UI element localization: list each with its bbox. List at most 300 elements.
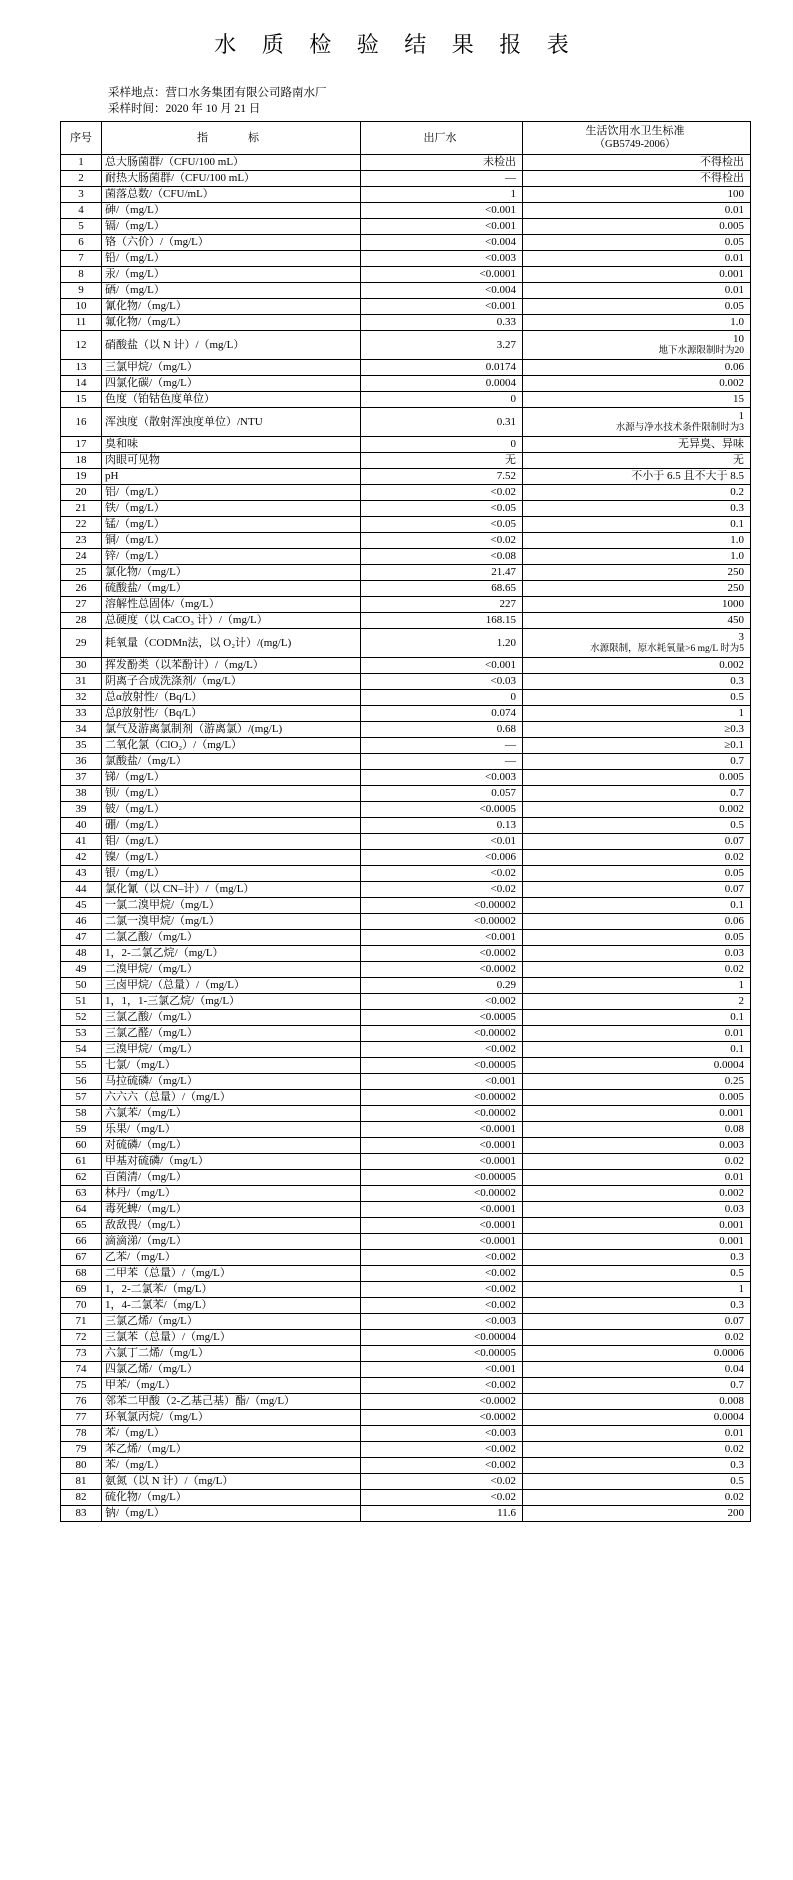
standard-value: 0.1 <box>730 899 744 911</box>
cell-standard <box>523 754 751 770</box>
cell-standard <box>523 786 751 802</box>
cell-value: 68.65 <box>361 581 523 597</box>
cell-item: 铜/（mg/L） <box>102 533 361 549</box>
cell-no: 3 <box>61 187 102 203</box>
table-row <box>61 469 751 485</box>
standard-value: 0.3 <box>730 675 744 687</box>
table-row <box>61 962 751 978</box>
standard-value: 0.005 <box>719 1091 744 1103</box>
table-row <box>61 930 751 946</box>
table-row <box>61 629 751 658</box>
cell-no: 6 <box>61 235 102 251</box>
cell-no: 75 <box>61 1378 102 1394</box>
standard-value: 250 <box>727 566 744 578</box>
cell-standard <box>523 171 751 187</box>
cell-value: <0.002 <box>361 1282 523 1298</box>
standard-value: 0.002 <box>719 1187 744 1199</box>
standard-note: 地下水源限制时为20 <box>658 346 744 356</box>
cell-no: 53 <box>61 1026 102 1042</box>
cell-no: 7 <box>61 251 102 267</box>
cell-item: pH <box>102 469 361 485</box>
cell-no: 20 <box>61 485 102 501</box>
standard-value: 0.03 <box>724 947 744 959</box>
table-row <box>61 882 751 898</box>
cell-value: <0.0001 <box>361 1202 523 1218</box>
cell-no: 8 <box>61 267 102 283</box>
table-row <box>61 315 751 331</box>
cell-item: 二氯一溴甲烷/（mg/L） <box>102 914 361 930</box>
cell-value: <0.002 <box>361 1298 523 1314</box>
cell-standard <box>523 930 751 946</box>
cell-no: 25 <box>61 565 102 581</box>
table-row <box>61 1010 751 1026</box>
table-row <box>61 818 751 834</box>
cell-standard <box>523 267 751 283</box>
cell-item: 1，1，1-三氯乙烷/（mg/L） <box>102 994 361 1010</box>
table-row <box>61 1458 751 1474</box>
standard-value: 无异臭、异味 <box>678 438 744 450</box>
cell-no: 74 <box>61 1362 102 1378</box>
table-row <box>61 690 751 706</box>
cell-value: <0.0001 <box>361 1234 523 1250</box>
table-row <box>61 549 751 565</box>
table-body <box>61 155 751 1522</box>
cell-standard <box>523 533 751 549</box>
table-row <box>61 1170 751 1186</box>
cell-value: <0.002 <box>361 1442 523 1458</box>
cell-item: 铍/（mg/L） <box>102 802 361 818</box>
cell-value: <0.001 <box>361 1362 523 1378</box>
table-row <box>61 674 751 690</box>
table-row <box>61 1362 751 1378</box>
cell-no: 55 <box>61 1058 102 1074</box>
table-row <box>61 898 751 914</box>
cell-item: 氯气及游离氯制剂（游离氯）/(mg/L) <box>102 722 361 738</box>
table-row <box>61 613 751 629</box>
standard-value: 0.3 <box>730 1299 744 1311</box>
table-row <box>61 360 751 376</box>
cell-standard <box>523 1474 751 1490</box>
cell-standard <box>523 485 751 501</box>
table-row <box>61 437 751 453</box>
table-row <box>61 1042 751 1058</box>
table-row <box>61 1090 751 1106</box>
cell-standard <box>523 1346 751 1362</box>
cell-no: 48 <box>61 946 102 962</box>
cell-no: 2 <box>61 171 102 187</box>
header-item: 指 标 <box>102 122 361 155</box>
cell-standard <box>523 1250 751 1266</box>
cell-standard <box>523 469 751 485</box>
table-row <box>61 1234 751 1250</box>
table-row <box>61 1106 751 1122</box>
sampling-location-label: 采样地点： <box>108 87 166 99</box>
cell-no: 36 <box>61 754 102 770</box>
cell-no: 54 <box>61 1042 102 1058</box>
cell-value: <0.002 <box>361 1042 523 1058</box>
cell-no: 13 <box>61 360 102 376</box>
cell-no: 46 <box>61 914 102 930</box>
cell-item: 环氧氯丙烷/（mg/L） <box>102 1410 361 1426</box>
sampling-location-value: 营口水务集团有限公司路南水厂 <box>165 87 327 99</box>
standard-value: 0.02 <box>724 851 744 863</box>
standard-value: 1.0 <box>730 550 744 562</box>
table-row <box>61 267 751 283</box>
standard-value: 0.002 <box>719 377 744 389</box>
cell-item: 总硬度（以 CaCO₃ 计）/（mg/L） <box>102 613 361 629</box>
cell-no: 59 <box>61 1122 102 1138</box>
standard-value: 0.06 <box>724 361 744 373</box>
cell-no: 19 <box>61 469 102 485</box>
cell-item: 四氯乙烯/（mg/L） <box>102 1362 361 1378</box>
cell-item: 滴滴涕/（mg/L） <box>102 1234 361 1250</box>
cell-standard <box>523 994 751 1010</box>
cell-value: <0.0001 <box>361 1154 523 1170</box>
table-row <box>61 1426 751 1442</box>
cell-no: 42 <box>61 850 102 866</box>
cell-no: 57 <box>61 1090 102 1106</box>
cell-standard <box>523 1010 751 1026</box>
cell-value: <0.003 <box>361 770 523 786</box>
cell-value: <0.006 <box>361 850 523 866</box>
cell-standard <box>523 834 751 850</box>
standard-value: 不得检出 <box>700 172 744 184</box>
table-row <box>61 994 751 1010</box>
cell-no: 12 <box>61 331 102 360</box>
standard-value: 0.05 <box>724 867 744 879</box>
cell-item: 银/（mg/L） <box>102 866 361 882</box>
cell-value: 168.15 <box>361 613 523 629</box>
cell-item: 菌落总数/（CFU/mL） <box>102 187 361 203</box>
cell-value: <0.001 <box>361 219 523 235</box>
cell-item: 钠/（mg/L） <box>102 1506 361 1522</box>
cell-item: 甲苯/（mg/L） <box>102 1378 361 1394</box>
cell-standard <box>523 1090 751 1106</box>
standard-value: 1 <box>738 979 744 991</box>
standard-value: 0.01 <box>724 284 744 296</box>
table-row <box>61 1026 751 1042</box>
cell-no: 61 <box>61 1154 102 1170</box>
cell-item: 三溴甲烷/（mg/L） <box>102 1042 361 1058</box>
cell-no: 9 <box>61 283 102 299</box>
standard-value: 10 <box>733 333 744 345</box>
cell-no: 49 <box>61 962 102 978</box>
standard-value: 0.01 <box>724 1027 744 1039</box>
cell-value: <0.003 <box>361 251 523 267</box>
standard-value: 0.3 <box>730 502 744 514</box>
cell-no: 43 <box>61 866 102 882</box>
standard-value: ≥0.3 <box>724 723 744 735</box>
standard-value: 1.0 <box>730 316 744 328</box>
table-row <box>61 1122 751 1138</box>
table-row <box>61 1346 751 1362</box>
standard-value: 0.1 <box>730 1011 744 1023</box>
table-row <box>61 581 751 597</box>
cell-no: 30 <box>61 658 102 674</box>
table-row <box>61 331 751 360</box>
cell-item: 氨氮（以 N 计）/（mg/L） <box>102 1474 361 1490</box>
cell-item: 耗氧量（CODMn法，以 O₂计）/(mg/L) <box>102 629 361 658</box>
cell-item: 砷/（mg/L） <box>102 203 361 219</box>
cell-item: 总α放射性/（Bq/L） <box>102 690 361 706</box>
cell-value: <0.0005 <box>361 802 523 818</box>
cell-item: 锌/（mg/L） <box>102 549 361 565</box>
standard-value: 0.0004 <box>713 1411 744 1423</box>
cell-no: 72 <box>61 1330 102 1346</box>
cell-no: 70 <box>61 1298 102 1314</box>
cell-item: 乙苯/（mg/L） <box>102 1250 361 1266</box>
cell-item: 林丹/（mg/L） <box>102 1186 361 1202</box>
table-row <box>61 1378 751 1394</box>
cell-item: 三氯苯（总量）/（mg/L） <box>102 1330 361 1346</box>
cell-value: 未检出 <box>361 155 523 171</box>
cell-value: 0.0004 <box>361 376 523 392</box>
cell-no: 50 <box>61 978 102 994</box>
standard-value: 1 <box>738 707 744 719</box>
cell-no: 82 <box>61 1490 102 1506</box>
table-row <box>61 517 751 533</box>
standard-note: 水源限制，原水耗氧量>6 mg/L 时为5 <box>590 644 744 654</box>
cell-standard <box>523 898 751 914</box>
cell-value: <0.03 <box>361 674 523 690</box>
cell-no: 31 <box>61 674 102 690</box>
standard-value: 0.7 <box>730 755 744 767</box>
cell-standard <box>523 437 751 453</box>
cell-value: <0.00004 <box>361 1330 523 1346</box>
table-row <box>61 501 751 517</box>
table-row <box>61 1250 751 1266</box>
cell-standard <box>523 360 751 376</box>
cell-value: <0.02 <box>361 882 523 898</box>
table-row <box>61 235 751 251</box>
standard-value: 0.5 <box>730 1267 744 1279</box>
table-row <box>61 1330 751 1346</box>
standard-value: 2 <box>738 995 744 1007</box>
standard-value: 0.003 <box>719 1139 744 1151</box>
cell-standard <box>523 1234 751 1250</box>
cell-standard <box>523 1282 751 1298</box>
cell-standard <box>523 155 751 171</box>
cell-standard <box>523 1378 751 1394</box>
cell-standard <box>523 453 751 469</box>
header-standard <box>523 122 751 155</box>
cell-item: 铬（六价）/（mg/L） <box>102 235 361 251</box>
cell-value: <0.0002 <box>361 962 523 978</box>
cell-value: 0.13 <box>361 818 523 834</box>
cell-item: 苯/（mg/L） <box>102 1458 361 1474</box>
cell-item: 硫酸盐/（mg/L） <box>102 581 361 597</box>
cell-no: 77 <box>61 1410 102 1426</box>
cell-standard <box>523 613 751 629</box>
table-row <box>61 219 751 235</box>
cell-no: 65 <box>61 1218 102 1234</box>
cell-item: 溶解性总固体/（mg/L） <box>102 597 361 613</box>
cell-standard <box>523 1138 751 1154</box>
cell-value: <0.001 <box>361 299 523 315</box>
cell-value: <0.02 <box>361 485 523 501</box>
cell-no: 15 <box>61 392 102 408</box>
cell-no: 32 <box>61 690 102 706</box>
cell-standard <box>523 1170 751 1186</box>
standard-value: 0.25 <box>724 1075 744 1087</box>
standard-value: 0.1 <box>730 518 744 530</box>
cell-no: 76 <box>61 1394 102 1410</box>
cell-item: 铅/（mg/L） <box>102 251 361 267</box>
cell-no: 44 <box>61 882 102 898</box>
table-row <box>61 283 751 299</box>
cell-value: <0.01 <box>361 834 523 850</box>
standard-value: 1000 <box>722 598 744 610</box>
cell-no: 18 <box>61 453 102 469</box>
cell-value: 0 <box>361 437 523 453</box>
table-row <box>61 946 751 962</box>
standard-value: 0.01 <box>724 204 744 216</box>
cell-standard <box>523 1298 751 1314</box>
cell-item: 阴离子合成洗涤剂/（mg/L） <box>102 674 361 690</box>
cell-standard <box>523 1154 751 1170</box>
standard-value: 0.3 <box>730 1251 744 1263</box>
standard-value: 0.001 <box>719 1219 744 1231</box>
cell-value: <0.004 <box>361 235 523 251</box>
cell-standard <box>523 1426 751 1442</box>
cell-no: 34 <box>61 722 102 738</box>
standard-value: 0.03 <box>724 1203 744 1215</box>
standard-value: 0.02 <box>724 963 744 975</box>
cell-no: 28 <box>61 613 102 629</box>
table-row <box>61 802 751 818</box>
cell-item: 三氯甲烷/（mg/L） <box>102 360 361 376</box>
table-row <box>61 866 751 882</box>
standard-value: 0.02 <box>724 1155 744 1167</box>
standard-value: 0.002 <box>719 803 744 815</box>
cell-no: 23 <box>61 533 102 549</box>
cell-no: 17 <box>61 437 102 453</box>
cell-item: 耐热大肠菌群/（CFU/100 mL） <box>102 171 361 187</box>
table-row <box>61 834 751 850</box>
table-row <box>61 978 751 994</box>
cell-no: 81 <box>61 1474 102 1490</box>
cell-standard <box>523 1442 751 1458</box>
cell-item: 苯/（mg/L） <box>102 1426 361 1442</box>
standard-value: 0.02 <box>724 1491 744 1503</box>
standard-value: 0.07 <box>724 883 744 895</box>
cell-item: 四氯化碳/（mg/L） <box>102 376 361 392</box>
standard-value: 0.001 <box>719 1107 744 1119</box>
cell-standard <box>523 376 751 392</box>
table-row <box>61 1074 751 1090</box>
cell-item: 总大肠菌群/（CFU/100 mL） <box>102 155 361 171</box>
standard-value: 0.1 <box>730 1043 744 1055</box>
cell-value: 0.29 <box>361 978 523 994</box>
cell-item: 1，2-二氯乙烷/（mg/L） <box>102 946 361 962</box>
table-row <box>61 203 751 219</box>
cell-standard <box>523 1218 751 1234</box>
cell-standard <box>523 1506 751 1522</box>
cell-standard <box>523 1490 751 1506</box>
cell-standard <box>523 187 751 203</box>
cell-value: <0.00002 <box>361 914 523 930</box>
cell-no: 63 <box>61 1186 102 1202</box>
cell-no: 4 <box>61 203 102 219</box>
table-row <box>61 1442 751 1458</box>
cell-standard <box>523 866 751 882</box>
cell-item: 硫化物/（mg/L） <box>102 1490 361 1506</box>
cell-value: — <box>361 171 523 187</box>
cell-no: 37 <box>61 770 102 786</box>
cell-standard <box>523 299 751 315</box>
cell-standard <box>523 501 751 517</box>
cell-item: 镍/（mg/L） <box>102 850 361 866</box>
cell-item: 敌敌畏/（mg/L） <box>102 1218 361 1234</box>
cell-standard <box>523 1186 751 1202</box>
cell-standard <box>523 962 751 978</box>
standard-value: 1 <box>738 410 744 422</box>
cell-no: 69 <box>61 1282 102 1298</box>
cell-value: <0.001 <box>361 930 523 946</box>
cell-value: <0.0001 <box>361 1122 523 1138</box>
cell-no: 40 <box>61 818 102 834</box>
cell-no: 58 <box>61 1106 102 1122</box>
table-row <box>61 408 751 437</box>
table-row <box>61 187 751 203</box>
cell-standard <box>523 1394 751 1410</box>
cell-value: <0.0001 <box>361 1218 523 1234</box>
cell-standard <box>523 1458 751 1474</box>
standard-value: 1.0 <box>730 534 744 546</box>
cell-value: 11.6 <box>361 1506 523 1522</box>
cell-standard <box>523 219 751 235</box>
cell-item: 氰化物/（mg/L） <box>102 299 361 315</box>
cell-value: <0.0002 <box>361 1410 523 1426</box>
standard-value: 450 <box>727 614 744 626</box>
standard-value: 1 <box>738 1283 744 1295</box>
cell-value: <0.002 <box>361 1458 523 1474</box>
cell-item: 1，2-二氯苯/（mg/L） <box>102 1282 361 1298</box>
standard-value: 0.0004 <box>713 1059 744 1071</box>
cell-item: 甲基对硫磷/（mg/L） <box>102 1154 361 1170</box>
standard-value: 3 <box>738 631 744 643</box>
cell-value: 0.0174 <box>361 360 523 376</box>
cell-item: 挥发酚类（以苯酚计）/（mg/L） <box>102 658 361 674</box>
cell-item: 臭和味 <box>102 437 361 453</box>
standard-value: 0.005 <box>719 771 744 783</box>
cell-item: 氯酸盐/（mg/L） <box>102 754 361 770</box>
cell-item: 硝酸盐（以 N 计）/（mg/L） <box>102 331 361 360</box>
cell-item: 二氯乙酸/（mg/L） <box>102 930 361 946</box>
table-row <box>61 1154 751 1170</box>
cell-no: 45 <box>61 898 102 914</box>
cell-value: <0.002 <box>361 994 523 1010</box>
header-value: 出厂水 <box>361 122 523 155</box>
cell-standard <box>523 517 751 533</box>
cell-standard <box>523 1074 751 1090</box>
sampling-time-line <box>108 101 733 117</box>
standard-value: 0.3 <box>730 1459 744 1471</box>
page-title: 水 质 检 验 结 果 报 表 <box>214 32 579 57</box>
cell-item: 毒死蜱/（mg/L） <box>102 1202 361 1218</box>
cell-no: 68 <box>61 1266 102 1282</box>
cell-no: 38 <box>61 786 102 802</box>
cell-item: 六六六（总量）/（mg/L） <box>102 1090 361 1106</box>
cell-standard <box>523 1058 751 1074</box>
cell-no: 33 <box>61 706 102 722</box>
table-row <box>61 1490 751 1506</box>
cell-standard <box>523 1362 751 1378</box>
cell-standard <box>523 629 751 658</box>
cell-value: <0.00005 <box>361 1346 523 1362</box>
cell-standard <box>523 1106 751 1122</box>
cell-value: <0.05 <box>361 501 523 517</box>
